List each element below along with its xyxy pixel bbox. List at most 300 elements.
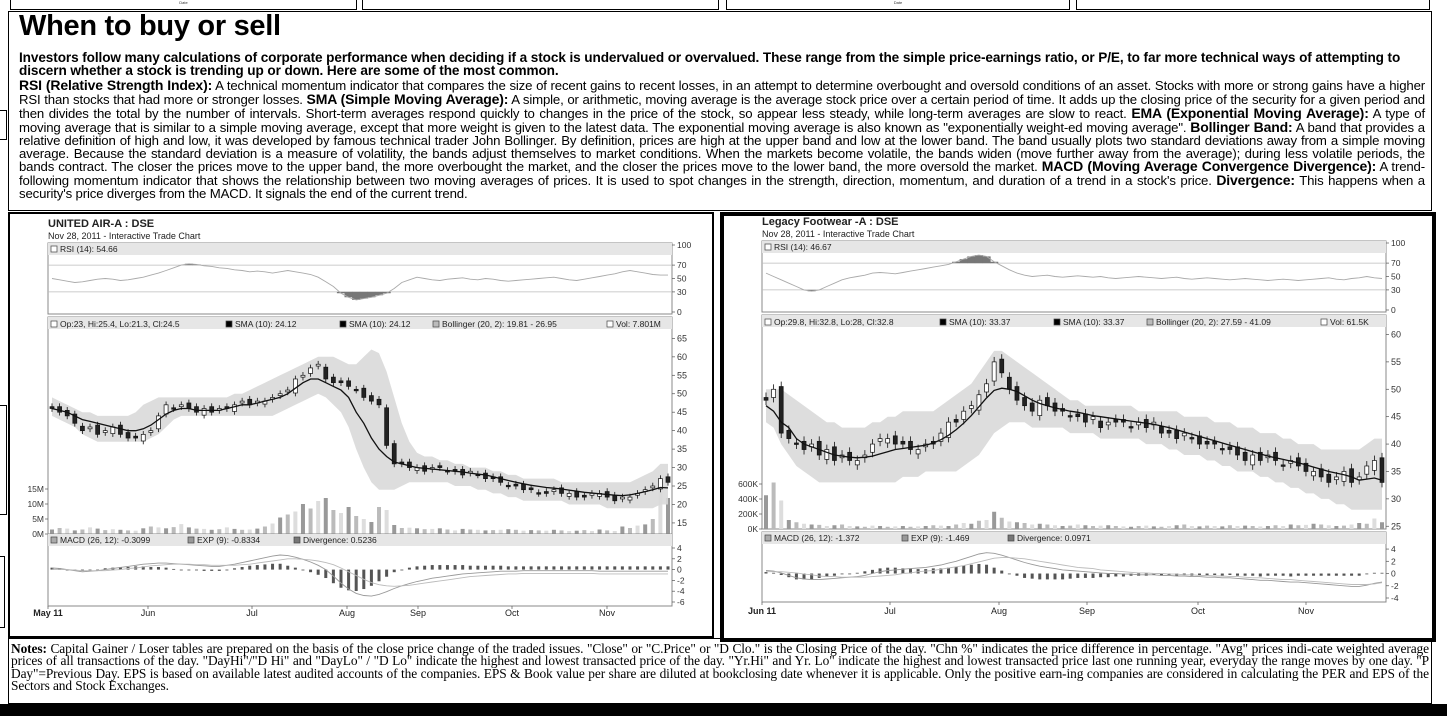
volume-bar [977,521,981,529]
candle-body [1342,471,1346,481]
candle-body [1114,419,1118,422]
volume-tick-label: 400K [738,494,758,504]
volume-bar [779,501,783,530]
macd-legend-label: MACD (26, 12): -0.3099 [60,535,151,545]
volume-bar [453,530,457,534]
candle-body [1007,377,1011,389]
candle-body [1099,421,1103,428]
candle-body [331,377,335,383]
volume-bar [878,526,882,529]
candle-body [1106,422,1110,425]
candle-body [1068,416,1072,418]
candle-body [916,450,920,454]
volume-bar [301,504,305,534]
divergence-bar [841,574,844,575]
divergence-bar [537,566,540,569]
volume-bar [1106,525,1110,529]
volume-bar [787,520,791,529]
volume-bar [1327,525,1331,529]
candle-body [1045,397,1049,405]
candle-body [385,408,389,446]
volume-bar [1304,525,1308,529]
rsi-definition: A technical momentum indicator that compares the size of recent gains to recent losses, in an attempt to determine overbought and oversold conditions of an asset. Stocks with more or strong gains have a higher RSI than stocks that had more or stronger losses. [19,78,1426,107]
divergence-bar [233,568,236,569]
volume-bar [924,526,928,529]
volume-bar [1129,527,1133,529]
rsi-legend-swatch [765,244,771,250]
macd-tick-label: 0 [1391,568,1396,579]
rsi-tick-label: 50 [677,273,687,284]
volume-bar [628,528,632,534]
price-tick-label: 35 [1391,466,1402,477]
divergence-bar [1365,574,1368,575]
rsi-tick-label: 30 [677,286,687,297]
price-legend-swatch [226,321,232,327]
price-legend-label: Bollinger (20, 2): 19.81 - 26.95 [442,319,557,329]
candle-body [666,477,670,483]
price-tick-label: 30 [1391,493,1402,504]
rsi-label: RSI (14): 54.66 [60,244,118,254]
candle-body [172,408,176,410]
month-label: Jun [140,608,156,618]
volume-bar [954,525,958,530]
candle-body [954,419,958,422]
divergence-bar [286,566,289,570]
candle-body [794,443,798,445]
volume-bar [438,528,442,534]
divergence-bar [225,570,228,571]
month-label: Jul [246,608,258,618]
rsi-legend-swatch [51,246,57,252]
volume-bar [217,529,221,534]
chart-united-air [10,214,712,636]
divergence-bar [977,564,980,574]
divergence-bar [355,570,358,591]
macd-tick-label: 0 [677,564,682,575]
volume-bar [1144,526,1148,529]
volume-bar [1114,526,1118,529]
divergence-bar [1008,574,1011,575]
notes-text: Capital Gainer / Loser tables are prepared on the basis of the close price change of the traded issues. "Close" or "C.Price" or "D Clo." is the Closing Price of the day. "Chn %" indicates the price difference in percentage. "Avg" prices indi-cate weighted average prices of all transactions of the day. "DayHi"/"D Hi" and "DayLo" / "D Lo" indicate the highest and lowest transacted price of the day. "Yr.Hi" and Yr. Lo" indicate the highest and lowest transacted price last one running year, everyday the range moves by one day. "P Day"=Previous Day. EPS is based on available latest audited accounts of the companies. EPS & Book value per share are diluted at bookclosing date whenever it is applicable. Only the positive earn-ing companies are considered in calculating the PER and EPS of the Sectors and Stock Exchanges. [11,641,1429,693]
volume-bar [802,524,806,529]
volume-bar [529,530,533,534]
volume-bar [88,527,92,534]
price-tick-label: 35 [677,444,688,455]
volume-bar [103,530,107,534]
candle-body [855,461,859,465]
divergence-bar [667,566,670,569]
volume-bar [369,522,373,534]
divergence-bar [149,567,152,570]
divergence-bar [780,574,783,575]
volume-bar [939,526,943,529]
divergence-bar [385,570,388,577]
macd-tick-label: 2 [1391,556,1396,567]
candle-body [544,492,548,494]
top-chart-fragment [1076,0,1430,10]
volume-bar [817,525,821,529]
volume-bar [240,530,244,534]
candle-body [1182,433,1186,436]
volume-bar [316,501,320,534]
left-edge-fragment [0,405,7,515]
chart-panel-united-air [8,212,714,638]
volume-bar [347,507,351,534]
candle-body [301,375,305,377]
volume-bar [400,528,404,534]
volume-bar [286,515,290,535]
left-edge-fragment [0,110,7,140]
divergence-bar [492,566,495,570]
volume-bar [210,530,214,534]
notes-box [8,638,1432,704]
candle-body [1083,414,1087,422]
divergence-bar [765,572,768,573]
volume-bar [552,530,556,534]
divergence-bar [431,565,434,570]
divergence-bar [993,568,996,574]
divergence-bar [560,566,563,569]
candle-body [1159,427,1163,434]
candle-body [324,367,328,379]
chart-title: UNITED AIR-A : DSE [48,218,155,230]
price-tick-label: 30 [677,462,688,473]
rsi-tick-label: 0 [677,307,682,317]
volume-bar [1281,526,1285,529]
divergence-bar [271,564,274,570]
candle-body [962,411,966,419]
divergence-bar [1213,574,1216,575]
divergence-bar [1297,574,1300,576]
volume-bar [992,512,996,529]
candle-body [620,497,624,499]
divergence-bar [772,573,775,574]
price-legend-swatch [1147,319,1153,325]
price-tick-label: 40 [1391,439,1402,450]
volume-bar [141,528,145,534]
candle-body [1274,452,1278,460]
price-legend-swatch [1054,319,1060,325]
left-edge-fragment [0,556,5,628]
divergence-bar [438,565,441,570]
volume-bar [377,507,381,534]
macd-tick-label: 2 [677,553,682,564]
divergence-bar [1092,574,1095,578]
macd-tick-label: -2 [1391,580,1399,591]
divergence-bar [507,566,510,569]
divergence-bar [530,566,533,569]
divergence-bar [894,568,897,574]
candle-body [362,388,366,397]
candle-body [1205,441,1209,444]
price-tick-label: 60 [1391,329,1402,340]
sma-term: SMA (Simple Moving Average): [306,90,509,107]
volume-tick-label: 0K [747,524,758,534]
price-tick-label: 15 [677,517,688,528]
candle-body [832,447,836,461]
divergence-bar [568,566,571,569]
rsi-term: RSI (Relative Strength Index): [19,77,213,93]
volume-bar [1030,525,1034,530]
divergence-bar [454,565,457,570]
month-label: Aug [990,606,1008,616]
divergence-bar [545,566,548,569]
divergence-bar [825,574,828,577]
divergence-bar [848,574,851,575]
top-chart-fragment [10,0,357,10]
candle-body [514,484,518,486]
volume-bar [916,526,920,529]
sma-definition: A simple, or arithmetic, moving average is the average stock price over a certain period of time. It adds up the closing price of the security for a given period and then divides the total by the number of intervals. Short-term averages respond quickly to changes in the price of the stock, so appear less steady, while long-term averages are slow to react. [19,91,1425,121]
volume-bar [362,519,366,534]
candle-body [141,434,145,441]
volume-bar [1000,518,1004,529]
price-tick-label: 60 [677,351,688,362]
volume-bar [1023,523,1027,529]
divergence-bar [1107,574,1110,578]
candle-body [1190,437,1194,439]
candle-body [522,484,526,490]
price-legend-label: Vol: 61.5K [1330,317,1369,327]
candle-body [103,431,107,433]
price-legend-swatch [765,319,771,325]
rsi-header-band [762,241,1386,253]
divergence-bar [1198,574,1201,575]
candle-body [293,379,297,393]
divergence-bar [301,570,304,571]
month-label: Jun 11 [747,606,777,616]
macd-term: MACD (Moving Average Convergence Divergence): [1041,158,1377,175]
volume-bar [1236,526,1240,529]
volume-bar [385,510,389,534]
candle-body [825,450,829,460]
volume-bar [248,530,252,535]
candle-body [1175,430,1179,438]
price-tick-label: 65 [677,333,688,344]
candle-body [1091,417,1095,420]
volume-bar [483,530,487,534]
price-legend-swatch [51,321,57,327]
candle-body [1030,403,1034,411]
volume-bar [1274,525,1278,529]
divergence-term: Divergence: [1216,172,1295,189]
volume-bar [947,526,951,529]
rsi-tick-label: 0 [1391,305,1396,315]
price-legend-label: Op:23, Hi:25.4, Lo:21.3, Cl:24.5 [60,319,180,329]
top-chart-fragment [362,0,719,10]
divergence-bar [651,566,654,569]
bollinger-term: Bollinger Band: [1190,118,1293,135]
volume-bar [1061,526,1065,529]
macd-legend-label: Divergence: 0.5236 [303,535,377,545]
candle-body [1015,387,1019,401]
divergence-bar [1000,571,1003,574]
volume-bar [506,529,510,534]
month-label: Oct [504,608,520,618]
price-tick-label: 25 [677,481,688,492]
divergence-bar [955,567,958,574]
volume-bar [514,530,518,534]
volume-bar [1175,525,1179,529]
divergence-bar [856,573,859,574]
intro-paragraph: Investors follow many calculations of corporate performance when deciding if a stock is undervalued or overvalued. These range from the simple price-earnings ratio, or P/E, to far more technical ways of attempting to discern whether a stock is trending up or down. Here are some of the most common. [19,50,1401,78]
volume-bar [65,529,69,534]
macd-legend-swatch [1008,535,1014,541]
volume-bar [445,530,449,535]
macd-legend-label: EXP (9): -1.469 [911,533,970,543]
volume-bar [331,510,335,534]
divergence-bar [1084,574,1087,578]
divergence-bar [248,566,251,570]
volume-bar [1038,524,1042,529]
volume-bar [1152,526,1156,529]
divergence-bar [1228,574,1231,575]
macd-legend-swatch [902,535,908,541]
volume-bar [560,530,564,534]
bottom-bar [0,704,1447,716]
candle-body [369,396,373,402]
volume-bar [255,529,259,534]
volume-bar [893,526,897,529]
macd-tick-label: -4 [677,586,685,597]
price-tick-label: 45 [1391,411,1402,422]
candle-body [613,495,617,501]
candle-body [1327,474,1331,482]
divergence-bar [1069,574,1072,579]
volume-bar [1258,526,1262,529]
divergence-bar [423,566,426,570]
candle-body [893,436,897,444]
candle-body [764,397,768,400]
candle-body [628,497,632,500]
candle-body [438,466,442,468]
divergence-bar [1076,574,1079,578]
candle-body [88,427,92,429]
divergence-bar [165,568,168,570]
volume-bar [643,524,647,534]
candle-body [878,439,882,442]
rsi-tick-label: 70 [677,260,687,271]
volume-bar [194,529,198,534]
volume-bar [1243,526,1247,529]
divergence-bar [606,566,609,569]
divergence-bar [416,566,419,569]
candle-body [969,406,973,409]
volume-bar [1357,523,1361,529]
volume-bar [58,528,62,534]
candle-body [286,390,290,392]
candle-body [240,401,244,403]
candle-body [817,441,821,455]
price-legend-label: SMA (10): 33.37 [949,317,1011,327]
divergence-bar [1373,573,1376,574]
price-tick-label: 50 [1391,384,1402,395]
notes-label: Notes: [11,641,47,656]
volume-bar [233,529,237,534]
divergence-bar [985,565,988,574]
candle-body [377,399,381,405]
volume-bar [354,516,358,534]
divergence-bar [499,566,502,570]
candle-body [582,495,586,497]
month-label: May 11 [33,608,63,618]
rsi-tick-label: 100 [677,240,692,250]
volume-bar [339,513,343,534]
volume-bar [278,518,282,535]
macd-definition: A trend-following momentum indicator that shows the relationship between two moving averages of prices. It is used to spot changes in the strength, direction, momentum, and duration of a trend in a stock's price. [19,159,1425,189]
volume-bar [225,527,229,534]
divergence-bar [172,569,175,570]
volume-bar [598,530,602,535]
volume-tick-label: 15M [27,484,44,494]
candle-body [96,425,100,434]
candle-body [772,389,776,397]
candle-body [354,389,358,391]
rsi-label: RSI (14): 46.67 [774,242,832,252]
candle-body [506,485,510,487]
divergence-bar [1320,574,1323,576]
price-legend-label: SMA (10): 24.12 [349,319,411,329]
volume-bar [187,527,191,534]
divergence-bar [1282,574,1285,576]
divergence-bar [1221,574,1224,576]
volume-bar [537,530,541,534]
volume-bar [870,526,874,529]
rsi-header-band [48,243,672,255]
volume-bar [848,526,852,529]
month-label: Oct [1190,606,1206,616]
price-legend-label: SMA (10): 24.12 [235,319,297,329]
divergence-bar [636,566,639,569]
rsi-tick-label: 50 [1391,271,1401,282]
volume-bar [620,527,624,535]
volume-bar [149,527,153,535]
price-tick-label: 55 [677,370,688,381]
candle-body [537,493,541,495]
rsi-tick-label: 100 [1391,238,1406,248]
candle-body [309,368,313,374]
candle-body [1350,469,1354,483]
volume-bar [1319,525,1323,530]
macd-legend-swatch [51,537,57,543]
divergence-bar [203,570,206,571]
macd-tick-label: -2 [677,575,685,586]
volume-bar [1365,524,1369,529]
price-tick-label: 55 [1391,356,1402,367]
volume-bar [118,530,122,534]
month-label: Nov [1297,606,1315,616]
price-tick-label: 40 [677,425,688,436]
chart-title: Legacy Footwear -A : DSE [762,216,899,228]
volume-bar [908,527,912,529]
volume-bar [855,526,859,529]
candle-body [529,488,533,490]
ema-definition: A type of moving average that is similar to a simple moving average, except that more weight is given to the latest data. The exponential moving average is also known as "exponentially weight-ed moving average". [19,105,1425,135]
volume-bar [430,529,434,534]
volume-bar [901,526,905,529]
divergence-bar [1342,574,1345,576]
volume-bar [1182,525,1186,530]
candle-body [316,364,320,366]
macd-tick-label: 4 [677,543,682,553]
volume-bar [172,527,176,534]
candle-body [1129,427,1133,429]
divergence-definition: This happens when a security's price diverges from the MACD. It signals the end of the current trend. [19,173,1425,202]
price-tick-label: 50 [677,388,688,399]
volume-bar [1296,525,1300,529]
divergence-bar [575,566,578,569]
price-tick-label: 45 [677,407,688,418]
